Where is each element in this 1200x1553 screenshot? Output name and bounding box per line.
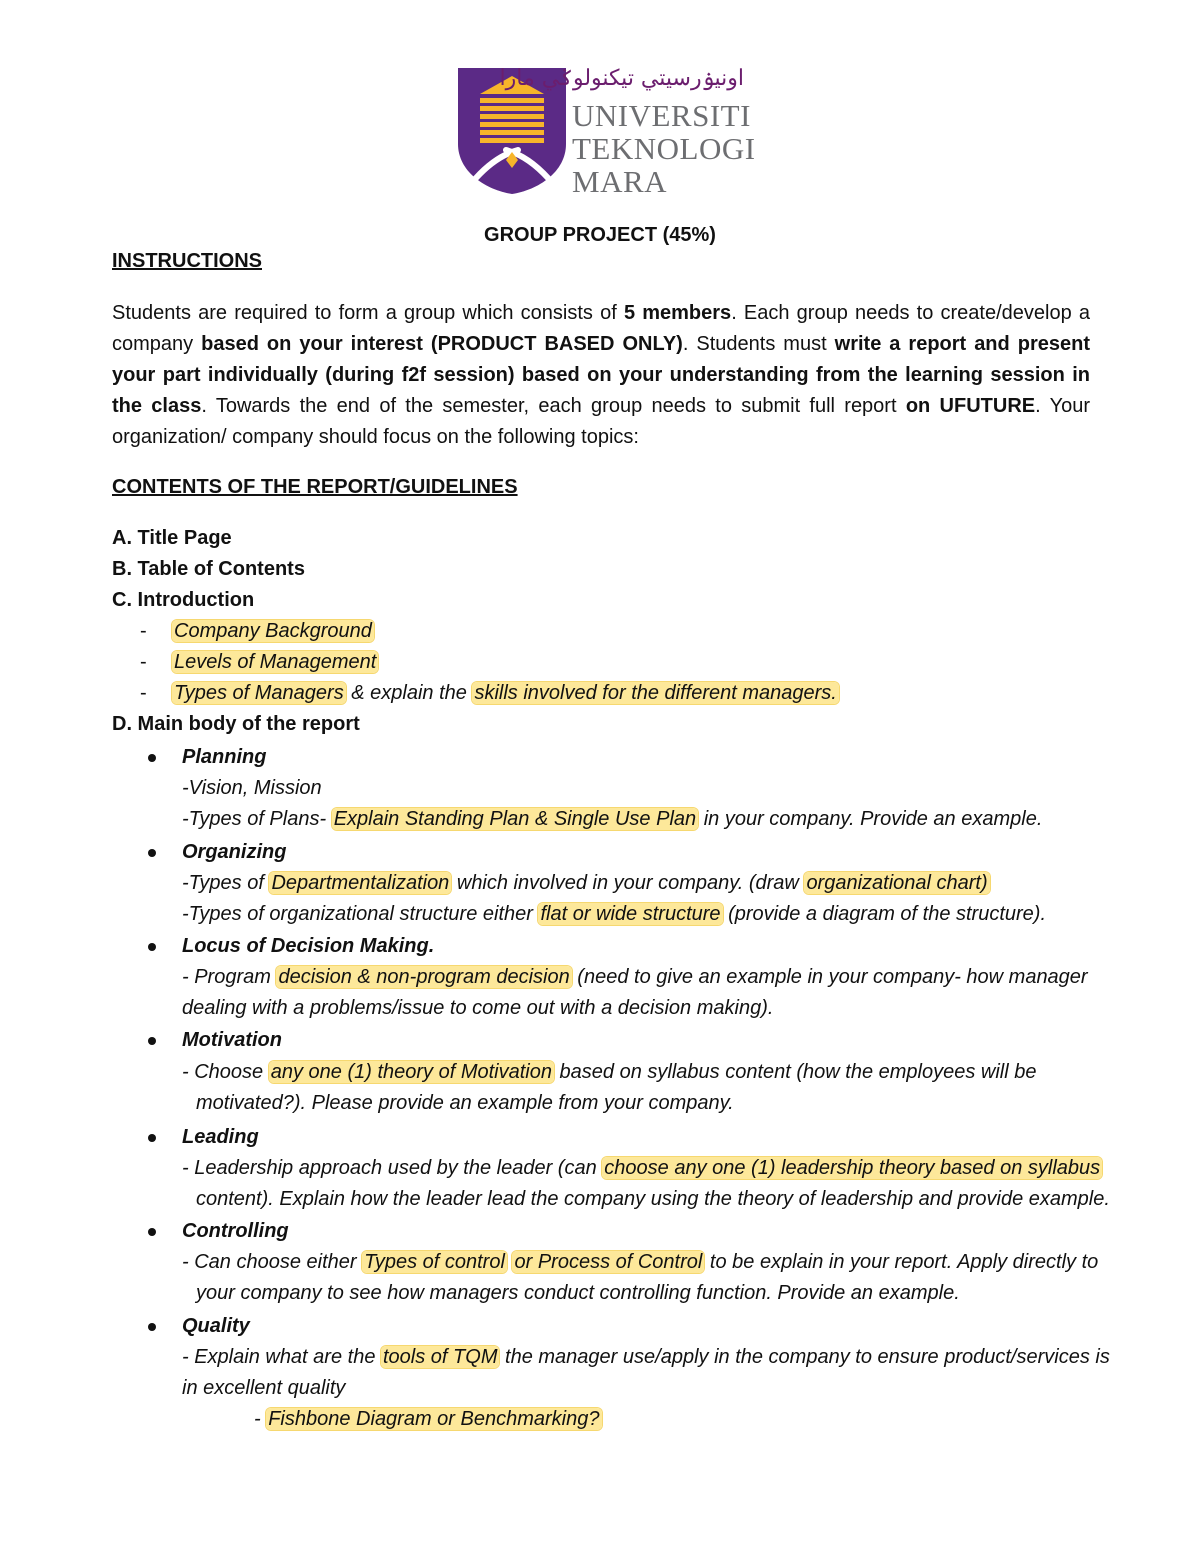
instructions-paragraph: Students are required to form a group which consists of 5 members. Each group needs to create/develop a company based on your interest (PRODUCT BASED ONLY). Students must write a report and present your part individually (during f2f session) based on your understanding from the learning session in the class. Towards the end of the semester, each group needs to submit full report on UFUTURE. Your organization/ company should focus on the following topics: bbox=[112, 302, 1091, 448]
uitm-logo bbox=[456, 66, 756, 199]
leading-line: - Leadership approach used by the leader (can choose any one (1) leadership theory based on syllabus bbox=[182, 1157, 1101, 1179]
planning-line: -Types of Plans- Explain Standing Plan & Single Use Plan in your company. Provide an example. bbox=[182, 808, 1043, 830]
logo-word-mara: MARA bbox=[572, 164, 668, 199]
bullet-icon bbox=[148, 1228, 156, 1236]
bullet-icon bbox=[148, 1037, 156, 1045]
locus-line: dealing with a problems/issue to come out with a decision making). bbox=[182, 997, 774, 1019]
list-item: Types of Managers & explain the skills involved for the different managers. bbox=[174, 682, 837, 704]
section-b: B. Table of Contents bbox=[112, 558, 305, 580]
planning-line: -Vision, Mission bbox=[182, 777, 322, 799]
motivation-line: motivated?). Please provide an example from your company. bbox=[196, 1092, 734, 1114]
list-dash: - bbox=[140, 682, 147, 704]
quality-line: in excellent quality bbox=[182, 1377, 346, 1399]
planning-heading: Planning bbox=[182, 746, 267, 768]
organizing-line: -Types of organizational structure either flat or wide structure (provide a diagram of the structure). bbox=[182, 903, 1047, 925]
leading-line: content). Explain how the leader lead the company using the theory of leadership and provide example. bbox=[196, 1188, 1110, 1210]
locus-heading: Locus of Decision Making. bbox=[182, 935, 435, 957]
bullet-icon bbox=[148, 754, 156, 762]
contents-heading: CONTENTS OF THE REPORT/GUIDELINES bbox=[112, 476, 518, 498]
list-dash: - bbox=[140, 620, 147, 642]
bullet-icon bbox=[148, 1134, 156, 1142]
motivation-line: - Choose any one (1) theory of Motivation based on syllabus content (how the employees will be bbox=[182, 1061, 1037, 1083]
bullet-icon bbox=[148, 1323, 156, 1331]
logo-jawi-text: اونيۏرسيتي تيكنولوݢي مارا bbox=[499, 66, 744, 91]
logo-word-universiti: UNIVERSITI bbox=[572, 98, 751, 133]
locus-line: - Program decision & non-program decision (need to give an example in your company- how manager bbox=[182, 966, 1088, 988]
logo-word-teknologi: TEKNOLOGI bbox=[572, 131, 756, 166]
organizing-heading: Organizing bbox=[182, 841, 287, 863]
quality-heading: Quality bbox=[182, 1315, 250, 1337]
motivation-heading: Motivation bbox=[182, 1029, 282, 1051]
bullet-icon bbox=[148, 943, 156, 951]
instructions-heading: INSTRUCTIONS bbox=[112, 250, 262, 272]
quality-line: - Fishbone Diagram or Benchmarking? bbox=[254, 1408, 600, 1430]
bullet-icon bbox=[148, 849, 156, 857]
list-item: Company Background bbox=[174, 620, 372, 642]
organizing-line: -Types of Departmentalization which involved in your company. (draw organizational chart) bbox=[182, 872, 988, 894]
section-a: A. Title Page bbox=[112, 527, 232, 549]
document-title: GROUP PROJECT (45%) bbox=[484, 224, 716, 246]
controlling-heading: Controlling bbox=[182, 1220, 289, 1242]
list-dash: - bbox=[140, 651, 147, 673]
section-c: C. Introduction bbox=[112, 589, 255, 611]
section-d: D. Main body of the report bbox=[112, 713, 360, 735]
controlling-line: your company to see how managers conduct controlling function. Provide an example. bbox=[196, 1282, 960, 1304]
controlling-line: - Can choose either Types of control or Process of Control to be explain in your report. Apply directly to bbox=[182, 1251, 1099, 1273]
list-item: Levels of Management bbox=[174, 651, 377, 673]
quality-line: - Explain what are the tools of TQM the manager use/apply in the company to ensure product/services is bbox=[182, 1346, 1110, 1368]
leading-heading: Leading bbox=[182, 1126, 259, 1148]
